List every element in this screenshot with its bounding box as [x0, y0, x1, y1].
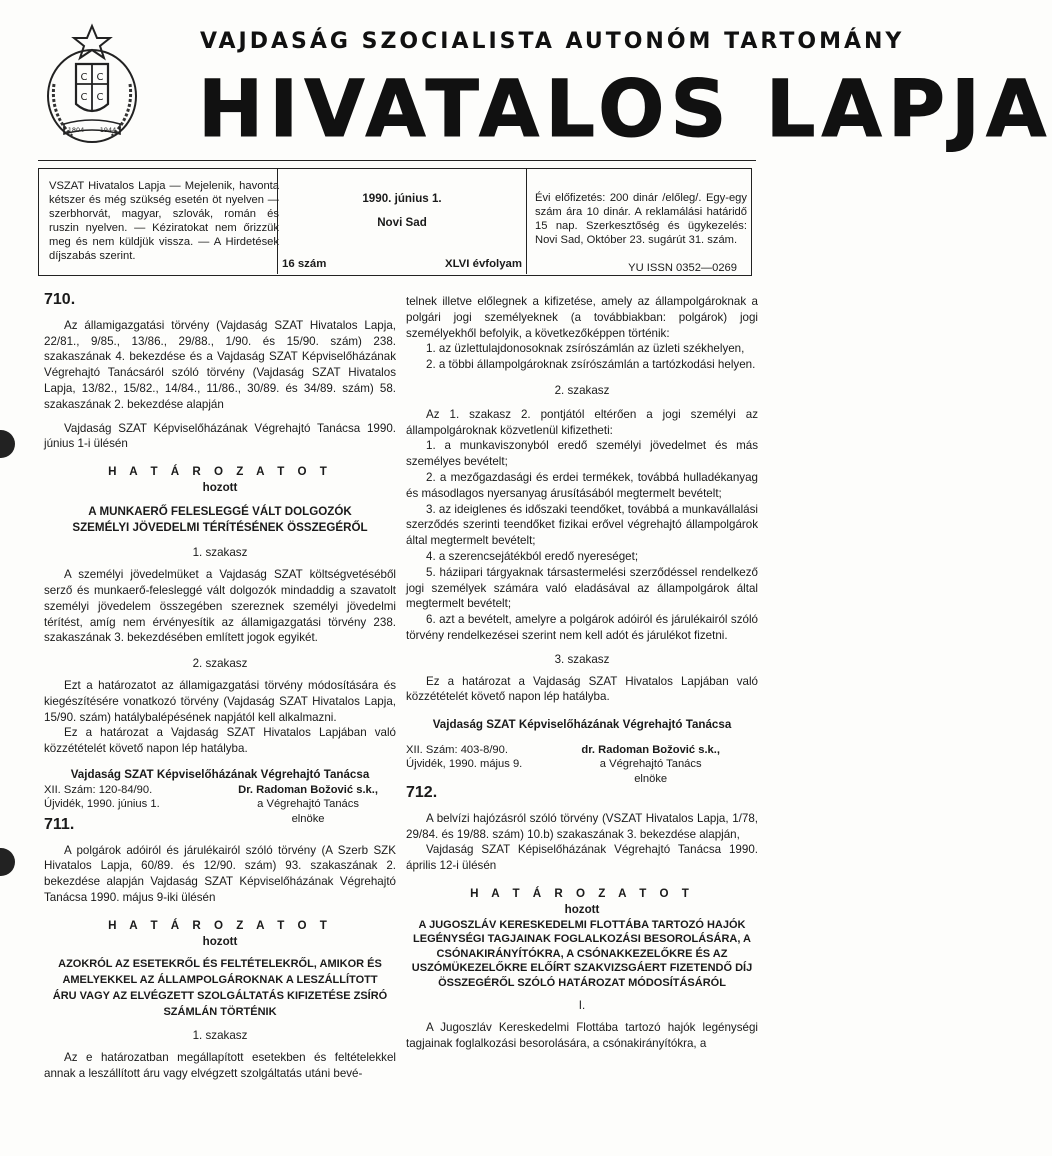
svg-text:C: C: [80, 92, 88, 103]
right-column: [406, 294, 758, 1051]
issn: YU ISSN 0352—0269: [628, 262, 737, 274]
decision-subheading: hozott: [202, 480, 238, 494]
signature-block: [406, 743, 758, 791]
section-heading: 1. szakasz: [192, 546, 248, 560]
signatory-name: Dr. Radoman Božović s.k.,: [238, 783, 378, 796]
paragraph: A személyi jövedelmüket a Vajdaság SZAT költségvetéséből serző és munkaerő-felesleggé vált dolgozók mindaddig a szavatolt személyi jövedelem összegében szereznek személyi jövedelmi térítést, amíg nem érvényesítik az államigazgatási törvény 238. szakaszának 3. bekezdésében említett jogok egyikét.: [44, 568, 396, 645]
list-item: 5. háziipari tárgyaknak társastermelési szerződéssel rendelkező jogi személyek számára való eladásával az állampolgárok által megtermelt bevételt;: [406, 565, 758, 611]
reference: [406, 743, 522, 772]
paragraph: Vajdaság SZAT Képiselőházának Végrehajtó Tanácsa 1990. április 12-i ülésén: [406, 843, 758, 873]
paragraph: Vajdaság SZAT Képviselőházának Végrehajtó Tanácsa 1990. június 1-i ülésén: [44, 421, 396, 451]
masthead-rule: [38, 160, 756, 161]
issue-date: 1990. június 1.: [362, 192, 442, 205]
issue-info-box: [38, 168, 752, 276]
coat-of-arms-icon: [42, 24, 142, 150]
decision-heading: H A T Á R O Z A T O T: [108, 918, 332, 932]
paragraph: Ez a határozat a Vajdaság SZAT Hivatalos Lapjában való közzétételét követő napon lép hatályba.: [44, 726, 396, 756]
punch-hole-top: [0, 430, 15, 458]
article-number-710: 710.: [44, 291, 76, 308]
section-heading: I.: [578, 999, 586, 1012]
signatory-title: elnöke: [634, 772, 668, 785]
decision-title: A JUGOSZLÁV KERESKEDELMI FLOTTÁBA TARTOZÓ HAJÓK LEGÉNYSÉGI TAGJAINAK FOGLALKOZÁSI BESOROLÁSÁRA, A CSÓNAKIRÁNYÍTÓKRA, A CSÓNAKKEZELŐKRE ÉS AZ USZÓMÜKEZELŐKRE ELŐÍRT SZAKVIZSGÁERT FIZETENDŐ DÍJ ÖSSZEGÉRŐL SZÓLÓ HATÁROZAT MÓDOSÍTÁSÁRÓL: [411, 918, 753, 989]
left-column: [44, 292, 396, 1082]
paragraph: telnek illetve előlegnek a kifizetése, amely az állampolgároknak a polgári jogi személyeknek (a továbbiakban: polgárok) jogi személyekhől befolyik, a következőképpen történik:: [406, 295, 758, 340]
issue-details: [277, 169, 527, 274]
reference: [44, 783, 160, 812]
paragraph: Az államigazgatási törvény (Vajdaság SZAT Hivatalos Lapja, 22/81., 9/85., 13/86., 29/88., 1/90. és 15/90. szám) 238. szakaszának 4. bekezdése és a Vajdaság SZAT Képviselőházának Végrehajtó Tanácsáról szóló törvény (Vajdaság SZAT Hivatalos Lapja, 13/82., 15/82., 14/84., 11/86., 30/89. és 34/89. szám) 58. szakaszának 2. bekezdése alapján: [44, 318, 396, 411]
issue-number: 16 szám: [282, 258, 327, 270]
council-name: Vajdaság SZAT Képviselőházának Végrehajtó Tanácsa: [432, 718, 732, 732]
decision-subheading: hozott: [202, 934, 238, 948]
punch-hole-bottom: [0, 848, 15, 876]
signatory-role: a Végrehajtó Tanács: [257, 798, 359, 811]
council-name: Vajdaság SZAT Képviselőházának Végrehajtó Tanácsa: [70, 767, 370, 781]
emblem-year-left: 1804: [67, 126, 85, 134]
issue-place: Novi Sad: [377, 216, 427, 229]
list-item: 2. a mezőgazdasági és erdei termékek, továbbá hulladékanyag és másodlagos nyersanyag árusításából megtermelt bevételt;: [406, 470, 758, 500]
signatory: [581, 743, 720, 787]
article-number-711: 711.: [44, 815, 75, 833]
signature-block: [44, 783, 396, 831]
issue-volume: XLVI évfolyam: [444, 258, 522, 270]
signatory: [238, 783, 378, 827]
svg-text:C: C: [96, 92, 104, 103]
masthead-title: HIVATALOS LAPJA: [198, 65, 1052, 155]
list-item: 1. a munkaviszonyból eredő személyi jövedelmet és más személyes bevételt;: [406, 439, 758, 469]
publication-notice: VSZAT Hivatalos Lapja — Mejelenik, havonta kétszer és még szükség esetén öt nyelven — szerbhorvát, magyar, szlovák, román és ruszin nyelven. — Kéziratokat nem őrizzük meg és nem küldjük vissza. — A Hirdetések díjszabás szerint.: [49, 180, 279, 262]
decision-title: AZOKRÓL AZ ESETEKRŐL ÉS FELTÉTELEKRŐL, AMIKOR ÉS AMELYEKKEL AZ ÁLLAMPOLGÁROKNAK A LESZÁLLÍTOTT ÁRU VAGY AZ ELVÉGZETT SZOLGÁLTATÁS KIFIZETÉSE ZSÍRÓ SZÁMLÁN TÖRTÉNIK: [52, 958, 388, 1018]
list-item: 2. a többi állampolgároknak zsírószámlán a tartózkodási helyen.: [426, 358, 756, 372]
decision-heading: H A T Á R O Z A T O T: [108, 465, 332, 479]
paragraph: Ezt a határozatot az államigazgatási törvény módosítására és kiegészítésére vonatkozó törvény (Vajdaság SZAT Hivatalos Lapja, 15/90. szám) hatálybalépésének napjától kell alkalmazni.: [44, 678, 396, 724]
masthead-region: VAJDASÁG SZOCIALISTA AUTONÓM TARTOMÁNY: [200, 29, 905, 54]
emblem-year-right: 1944: [99, 126, 117, 134]
section-heading: 3. szakasz: [554, 652, 610, 666]
paragraph: A polgárok adóiról és járulékairól szóló törvény (A Szerb SZK Hivatalos Lapja, 60/89. és 12/90. szám) 93. szakaszának 2. bekezdése alapján Vajdaság SZAT Képviselőházának Végrehajtó Tanácsa 1990. május 9-iki ülésén: [44, 843, 396, 904]
reference-date: Újvidék, 1990. május 9.: [406, 758, 523, 771]
list-item: 4. a szerencsejátékból eredő nyereséget;: [426, 549, 639, 563]
paragraph: Ez a határozat a Vajdaság SZAT Hivatalos Lapjában való közzétételét követő napon lép hatályba.: [406, 674, 758, 704]
article-number-712: 712.: [406, 783, 438, 801]
reference-number: XII. Szám: 403-8/90.: [406, 743, 508, 756]
svg-text:C: C: [80, 72, 88, 83]
list-item: 1. az üzlettulajdonosoknak zsírószámlán az üzleti székhelyen,: [426, 342, 745, 356]
signatory-name: dr. Radoman Božović s.k.,: [581, 743, 720, 756]
list-item: 6. azt a bevételt, amelyre a polgárok adóiról és járulékairól szóló törvény rendelkezései szerint nem kell adót és járulékot fizetni.: [406, 613, 758, 642]
paragraph: A Jugoszláv Kereskedelmi Flottába tartozó hajók legénységi tagjainak foglalkozási besorolására, a csónakirányítókra, a: [406, 1020, 758, 1050]
paragraph: Az e határozatban megállapított esetekben és feltételekkel annak a leszállított áru vagy elvégzett szolgáltatás utáni bevé-: [44, 1051, 396, 1081]
signatory-role: a Végrehajtó Tanács: [599, 758, 702, 771]
paragraph: A belvízi hajózásról szóló törvény (VSZAT Hivatalos Lapja, 1/78, 29/84. és 19/88. szám) 10.b) szakaszának 3. bekezdése alapján,: [406, 811, 758, 841]
signatory-title: elnöke: [291, 812, 325, 825]
svg-text:C: C: [96, 72, 104, 83]
section-heading: 2. szakasz: [192, 657, 248, 671]
paragraph: Az 1. szakasz 2. pontjától eltérően a jogi személyi az állampolgároknak közvetlenül kifizetheti:: [406, 407, 758, 437]
decision-subheading: hozott: [564, 902, 600, 916]
reference-number: XII. Szám: 120-84/90.: [44, 783, 153, 796]
reference-date: Újvidék, 1990. június 1.: [44, 798, 160, 811]
section-heading: 2. szakasz: [554, 383, 610, 397]
subscription-notice: Évi előfizetés: 200 dinár /előleg/. Egy-egy szám ára 10 dinár. A reklamálási határidő 15 nap. Szerkesztőség és ügykezelés: Novi Sad, Október 23. sugárút 31. szám.: [535, 192, 747, 246]
decision-title: A MUNKAERŐ FELESLEGGÉ VÁLT DOLGOZÓK SZEMÉLYI JÖVEDELMI TÉRÍTÉSÉNEK ÖSSZEGÉRŐL: [72, 504, 368, 534]
list-item: 3. az ideiglenes és időszaki teendőket, továbbá a munkavállalási szerződés szerinti teendőket fizikai erővel végrehajtó állampolgárok által megtermelt bevételt;: [406, 502, 758, 548]
decision-heading: H A T Á R O Z A T O T: [470, 886, 694, 900]
section-heading: 1. szakasz: [192, 1029, 248, 1043]
